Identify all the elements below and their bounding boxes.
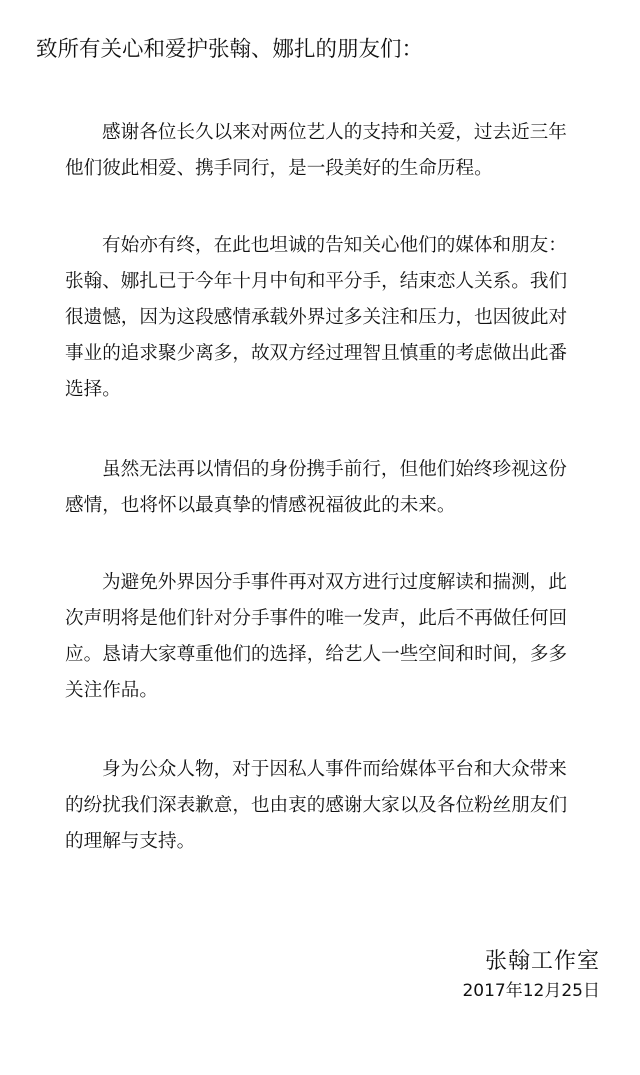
paragraph-line: 关注作品。 xyxy=(65,680,158,701)
paragraph-line: 选择。 xyxy=(65,379,121,400)
paragraph-line: 有始亦有终，在此也坦诚的告知关心他们的媒体和朋友： xyxy=(102,235,567,256)
paragraph-announcement xyxy=(65,228,567,408)
paragraph-line: 感情，也将怀以最真挚的情感祝福彼此的未来。 xyxy=(65,495,456,516)
paragraph-apology xyxy=(65,752,567,860)
signature-block xyxy=(462,947,600,1005)
salutation: 致所有关心和爱护张翰、娜扎的朋友们： xyxy=(36,37,424,62)
paragraph-line: 感谢各位长久以来对两位艺人的支持和关爱，过去近三年 xyxy=(102,122,567,143)
paragraph-line: 很遗憾，因为这段感情承载外界过多关注和压力，也因彼此对 xyxy=(65,307,568,328)
paragraph-line: 的纷扰我们深表歉意，也由衷的感谢大家以及各位粉丝朋友们 xyxy=(65,795,568,816)
paragraph-line: 为避免外界因分手事件再对双方进行过度解读和揣测，此 xyxy=(102,572,567,593)
paragraph-line: 次声明将是他们针对分手事件的唯一发声，此后不再做任何回 xyxy=(65,608,568,629)
signature-name: 张翰工作室 xyxy=(484,949,600,974)
paragraph-line: 事业的追求聚少离多，故双方经过理智且慎重的考虑做出此番 xyxy=(65,343,568,364)
paragraph-wishes xyxy=(65,452,567,524)
paragraph-request xyxy=(65,565,567,709)
paragraph-line: 应。恳请大家尊重他们的选择，给艺人一些空间和时间，多多 xyxy=(65,644,568,665)
paragraph-line: 的理解与支持。 xyxy=(65,831,196,852)
paragraph-gratitude xyxy=(65,115,567,187)
paragraph-line: 他们彼此相爱、携手同行，是一段美好的生命历程。 xyxy=(65,158,493,179)
paragraph-line: 张翰、娜扎已于今年十月中旬和平分手，结束恋人关系。我们 xyxy=(65,271,568,292)
paragraph-line: 身为公众人物，对于因私人事件而给媒体平台和大众带来 xyxy=(102,759,567,780)
signature-date: 2017年12月25日 xyxy=(462,981,600,1001)
paragraph-line: 虽然无法再以情侣的身份携手前行，但他们始终珍视这份 xyxy=(102,459,567,480)
